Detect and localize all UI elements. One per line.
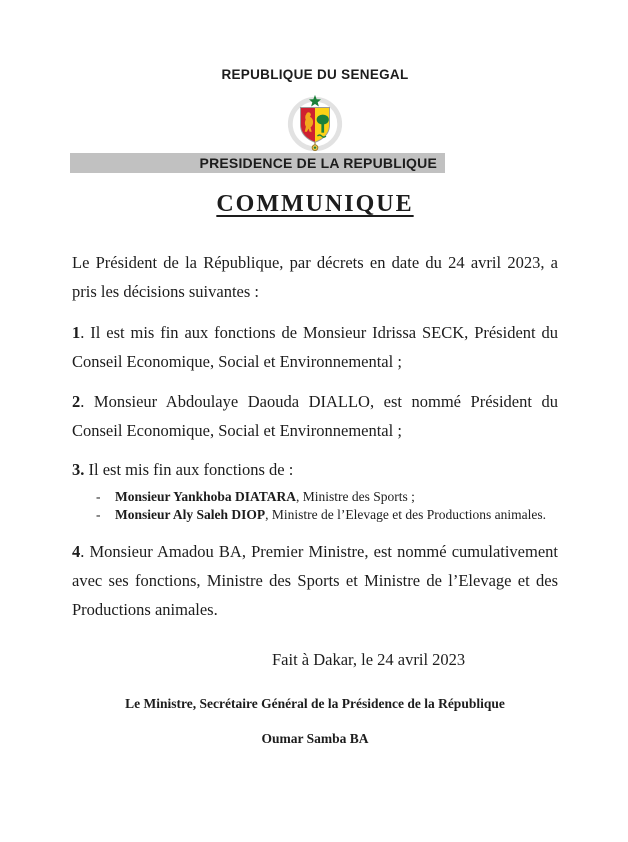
dismissal-2-name: Monsieur Aly Saleh DIOP [115, 507, 266, 522]
decision-4-text: . Monsieur Amadou BA, Premier Ministre, est nommé cumulativement avec ses fonctions, Ministre des Sports et Ministre de l’Elevage et des Productions animales. [72, 542, 558, 619]
communique-title [72, 190, 558, 218]
signatory-name: Oumar Samba BA [261, 731, 369, 746]
dash-bullet-icon: - [96, 489, 101, 504]
dismissal-list [72, 488, 558, 524]
coat-of-arms-graphic [285, 93, 345, 153]
decision-3-number: 3. [72, 460, 85, 479]
dash-bullet-icon: - [96, 507, 101, 522]
decision-1-paragraph [72, 318, 558, 376]
country-title: REPUBLIQUE DU SENEGAL [221, 67, 409, 82]
decision-2-text: . Monsieur Abdoulaye Daouda DIALLO, est nommé Président du Conseil Economique, Social et Environnemental ; [72, 392, 558, 440]
decision-1-number: 1 [72, 323, 81, 342]
intro-paragraph: Le Président de la République, par décrets en date du 24 avril 2023, a pris les décisions suivantes : [72, 253, 558, 301]
dateline: Fait à Dakar, le 24 avril 2023 [272, 650, 466, 669]
decision-2-number: 2 [72, 392, 81, 411]
list-item-diop [72, 506, 558, 524]
decision-4-paragraph [72, 537, 558, 624]
decision-3-paragraph [72, 455, 558, 484]
signatory-title: Le Ministre, Secrétaire Général de la Présidence de la République [125, 696, 505, 711]
dismissal-1-name: Monsieur Yankhoba DIATARA [115, 489, 297, 504]
decision-4-number: 4 [72, 542, 81, 561]
decision-1-text: . Il est mis fin aux fonctions de Monsieur Idrissa SECK, Président du Conseil Economique, Social et Environnemental ; [72, 323, 558, 371]
decision-3-text: Il est mis fin aux fonctions de : [84, 460, 294, 479]
senegal-coat-of-arms-icon [72, 93, 558, 153]
decision-2-paragraph [72, 387, 558, 445]
institution-title: PRESIDENCE DE LA REPUBLIQUE [199, 155, 437, 171]
institution-banner [70, 153, 445, 173]
list-item-diatara [72, 488, 558, 506]
dismissal-2-role: , Ministre de l’Elevage et des Productions animales. [265, 507, 546, 522]
dismissal-1-role: , Ministre des Sports ; [296, 489, 415, 504]
communique-title-text: COMMUNIQUE [216, 191, 414, 217]
